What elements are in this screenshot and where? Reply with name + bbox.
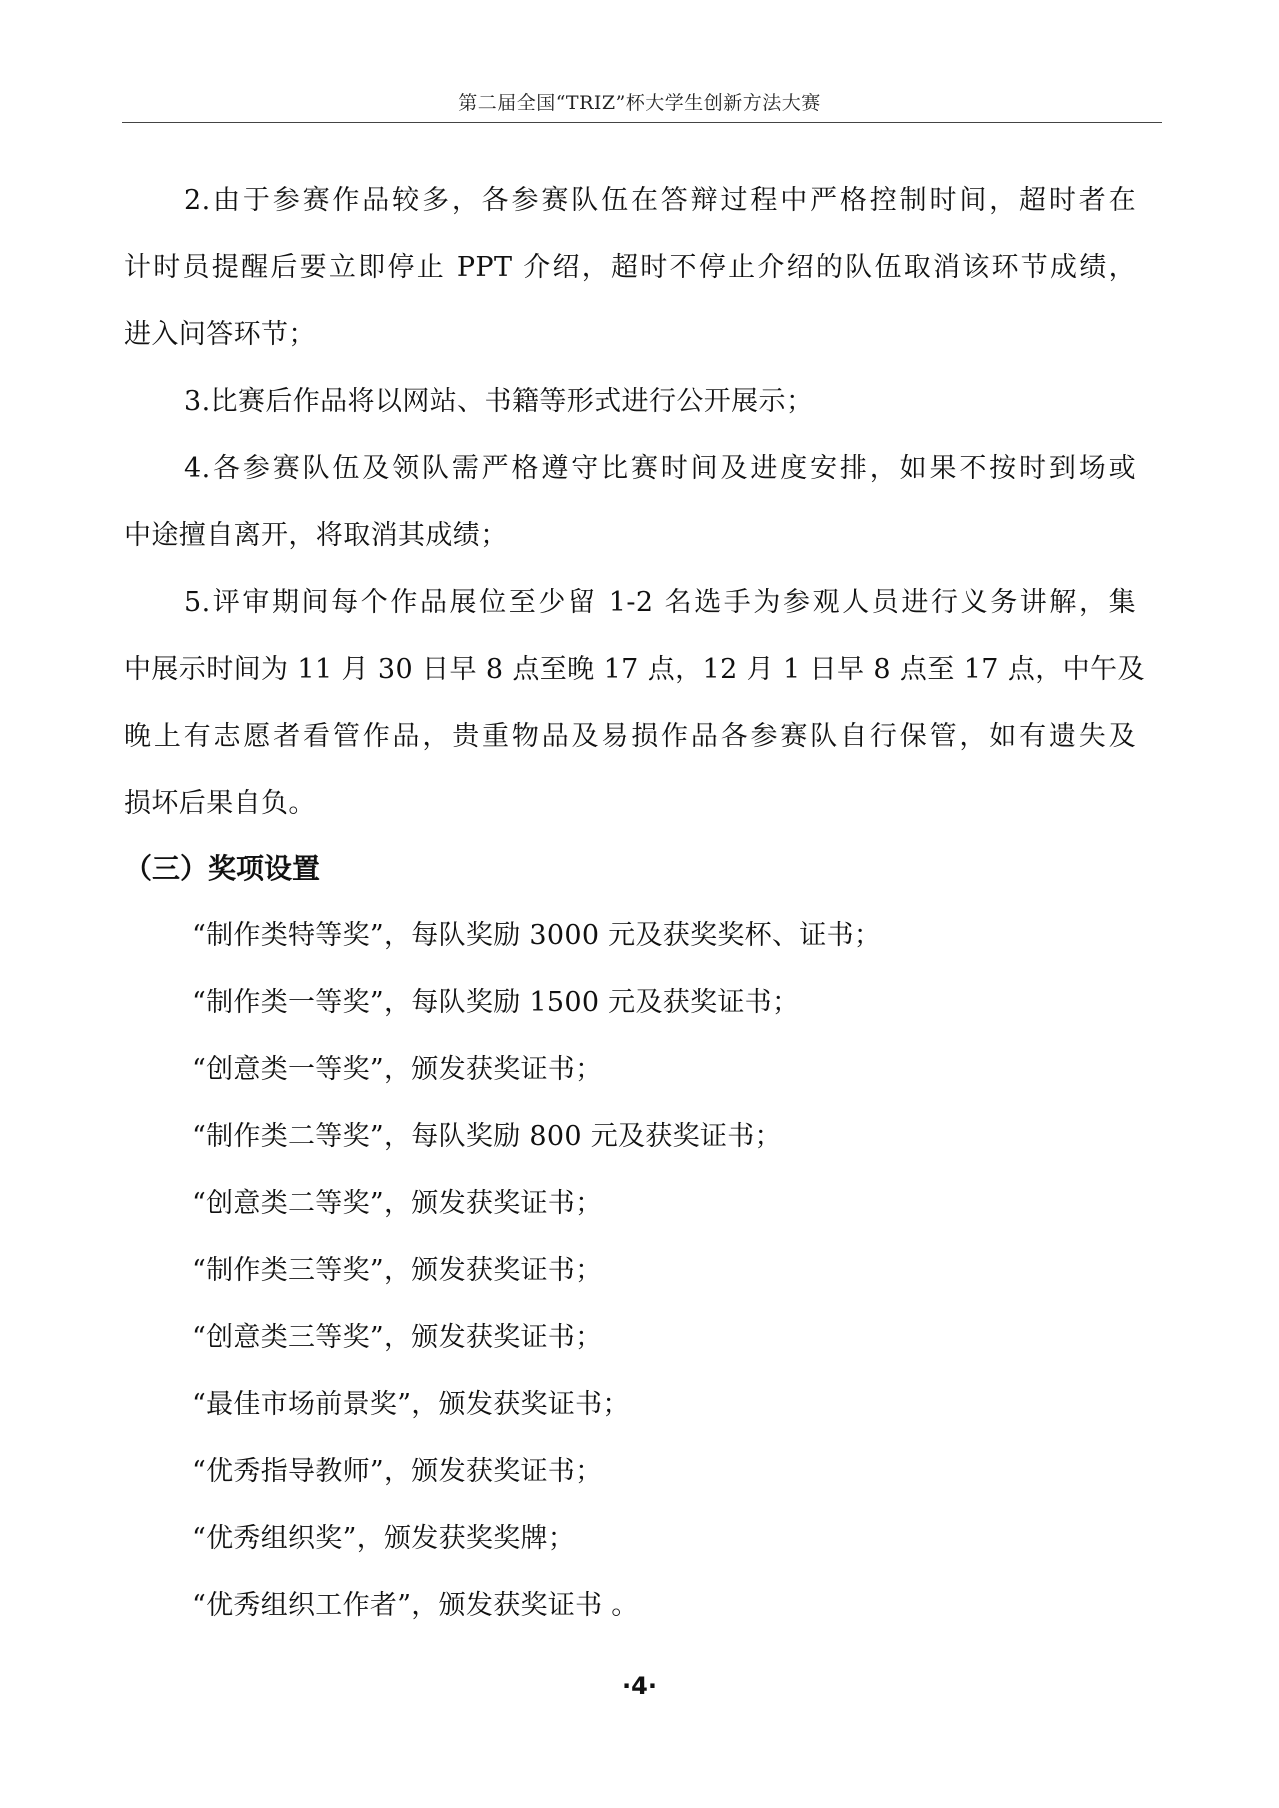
- award-item: “制作类一等奖”，每队奖励 1500 元及获奖证书；: [192, 987, 800, 1018]
- award-item: “优秀指导教师”，颁发获奖证书；: [192, 1456, 603, 1487]
- item-4-line-1: 4.各参赛队伍及领队需严格遵守比赛时间及进度安排，如果不按时到场或: [184, 453, 1136, 484]
- item-5-line-2: 中展示时间为 11 月 30 日早 8 点至晚 17 点，12 月 1 日早 8 点至 17 点，中午及: [124, 654, 1145, 685]
- award-item: “制作类特等奖”，每队奖励 3000 元及获奖奖杯、证书；: [192, 920, 882, 951]
- item-2-line-2: 计时员提醒后要立即停止 PPT 介绍，超时不停止介绍的队伍取消该环节成绩，: [124, 252, 1136, 283]
- item-5-line-4: 损坏后果自负。: [124, 788, 316, 819]
- page-number: ·4·: [622, 1672, 657, 1700]
- item-2-line-1: 2.由于参赛作品较多，各参赛队伍在答辩过程中严格控制时间，超时者在: [184, 185, 1136, 216]
- award-item: “创意类一等奖”，颁发获奖证书；: [192, 1054, 603, 1085]
- section-heading-awards: （三）奖项设置: [124, 852, 321, 885]
- award-item: “优秀组织工作者”，颁发获奖证书 。: [192, 1590, 639, 1621]
- item-2-line-3: 进入问答环节；: [124, 319, 316, 350]
- header-divider: [122, 122, 1162, 123]
- award-item: “创意类三等奖”，颁发获奖证书；: [192, 1322, 603, 1353]
- item-4-line-2: 中途擅自离开，将取消其成绩；: [124, 520, 508, 551]
- award-item: “最佳市场前景奖”，颁发获奖证书；: [192, 1389, 630, 1420]
- item-5-line-1: 5.评审期间每个作品展位至少留 1-2 名选手为参观人员进行义务讲解，集: [184, 587, 1136, 618]
- award-item: “创意类二等奖”，颁发获奖证书；: [192, 1188, 603, 1219]
- award-item: “优秀组织奖”，颁发获奖奖牌；: [192, 1523, 576, 1554]
- award-item: “制作类三等奖”，颁发获奖证书；: [192, 1255, 603, 1286]
- award-item: “制作类二等奖”，每队奖励 800 元及获奖证书；: [192, 1121, 782, 1152]
- running-header: 第二届全国“TRIZ”杯大学生创新方法大赛: [458, 92, 821, 114]
- item-5-line-3: 晚上有志愿者看管作品，贵重物品及易损作品各参赛队自行保管，如有遗失及: [124, 721, 1136, 752]
- item-3-line-1: 3.比赛后作品将以网站、书籍等形式进行公开展示；: [184, 386, 814, 417]
